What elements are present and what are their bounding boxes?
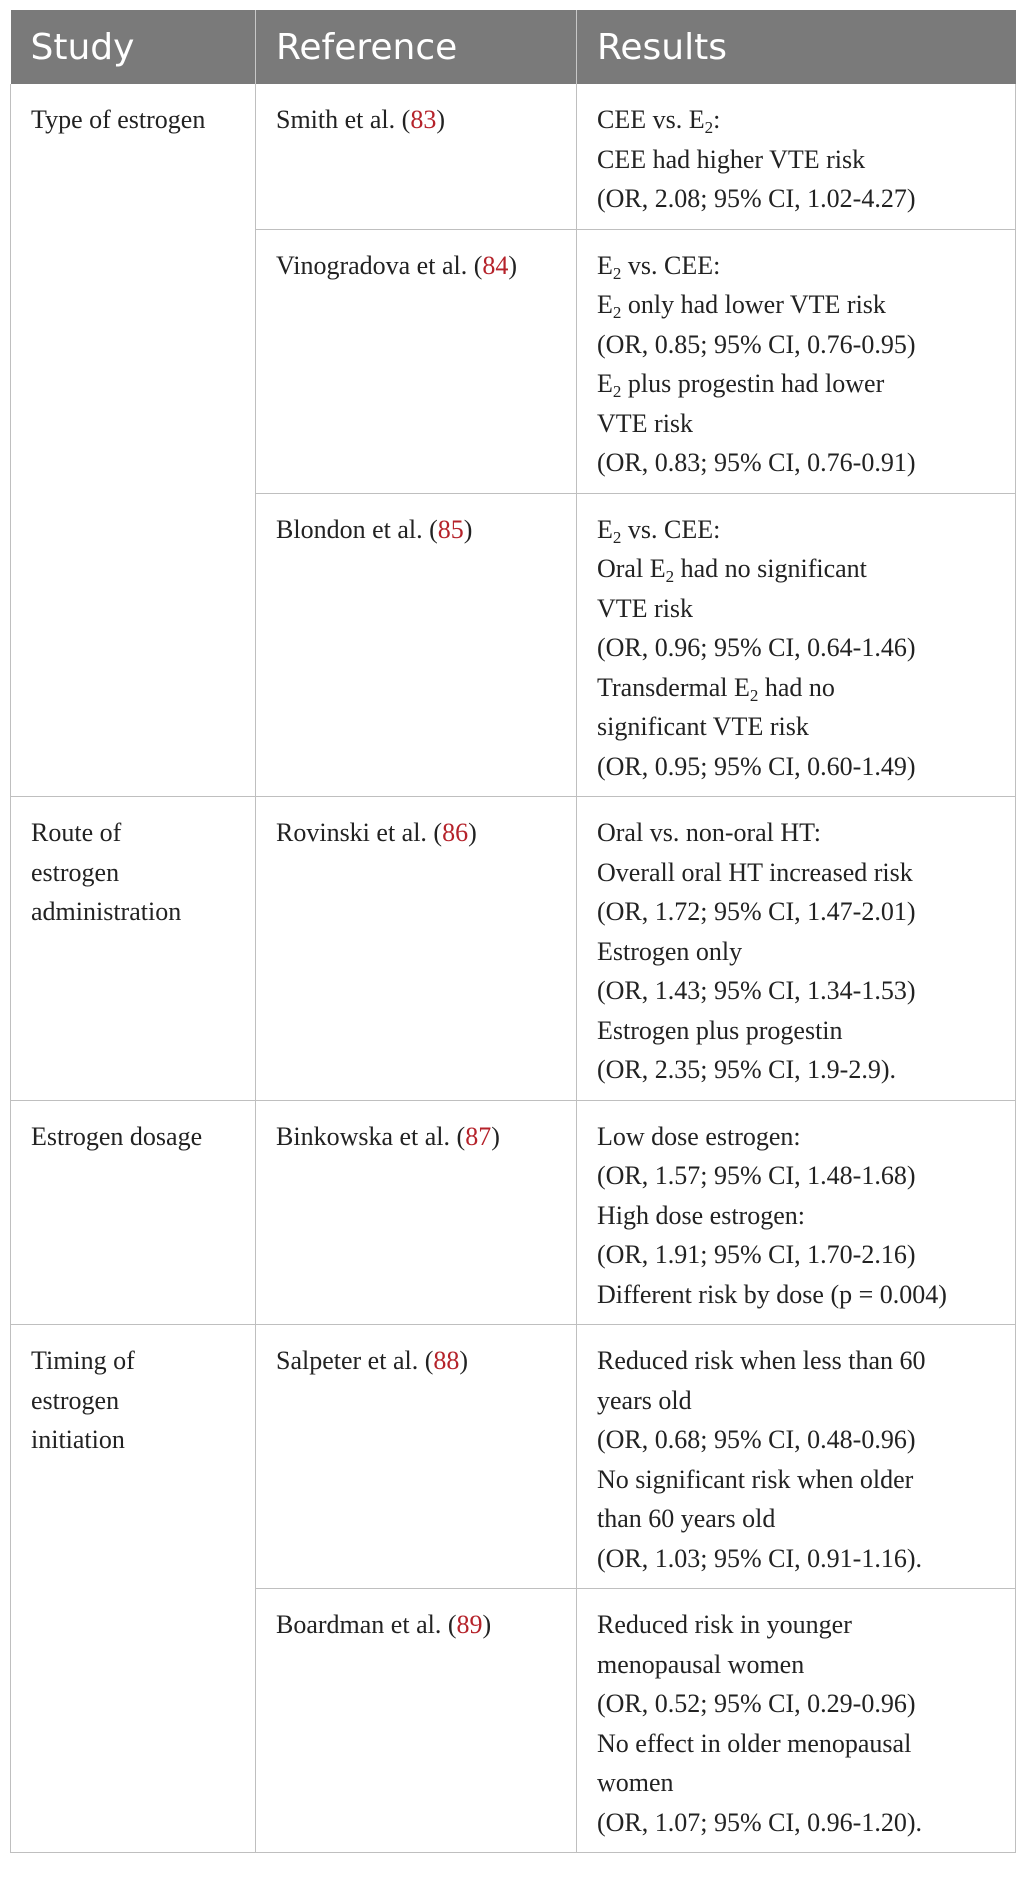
- results-cell: [577, 1100, 1016, 1325]
- reference-cell: Blondon et al. (85): [256, 493, 577, 797]
- result-line: No significant risk when older: [597, 1464, 914, 1494]
- header-study: Study: [11, 10, 256, 84]
- result-line: women: [597, 1768, 674, 1797]
- result-line: Different risk by dose (p = 0.004): [597, 1279, 947, 1309]
- result-line: $E_2$ vs. CEE:: [597, 514, 721, 547]
- results-cell: [577, 1589, 1016, 1853]
- reference-cell: Binkowska et al. (87): [256, 1100, 577, 1325]
- result-line: High dose estrogen:: [597, 1200, 805, 1230]
- result-line: significant VTE risk: [597, 712, 809, 741]
- result-line: than 60 years old: [597, 1504, 776, 1533]
- result-line: VTE risk: [597, 408, 694, 438]
- result-line: Oral vs. non-oral HT:: [597, 818, 821, 847]
- reference-link[interactable]: 89: [456, 1610, 483, 1639]
- result-line: Oral $E_2$ had no significant: [597, 554, 867, 586]
- result-line: years old: [597, 1385, 692, 1415]
- results-cell: [577, 1325, 1016, 1589]
- reference-author: Rovinski et al. (: [276, 818, 443, 847]
- result-line: Reduced risk when less than 60: [597, 1346, 926, 1375]
- result-line: CEE had higher VTE risk: [597, 144, 866, 174]
- result-line: VTE risk: [597, 593, 694, 623]
- reference-author: Salpeter et al. (: [276, 1346, 434, 1375]
- results-cell: [577, 84, 1016, 229]
- table-body: [11, 84, 1016, 1853]
- result-line: (OR, 0.85; 95% CI, 0.76-0.95): [597, 329, 916, 359]
- result-line: $E_2$ only had lower VTE risk: [597, 290, 886, 322]
- result-line: (OR, 0.83; 95% CI, 0.76-0.91): [597, 448, 916, 477]
- result-line: (OR, 1.43; 95% CI, 1.34-1.53): [597, 976, 916, 1005]
- table-header-row: [11, 10, 1016, 84]
- result-line: (OR, 0.96; 95% CI, 0.64-1.46): [597, 633, 916, 662]
- reference-cell: Boardman et al. (89): [256, 1589, 577, 1853]
- reference-author: Blondon et al. (: [276, 514, 438, 544]
- result-line: CEE vs. $E_2$:: [597, 105, 721, 137]
- header-results: Results: [577, 10, 1016, 84]
- study-table-container: [10, 10, 1015, 1853]
- result-line: (OR, 0.52; 95% CI, 0.29-0.96): [597, 1689, 916, 1718]
- result-line: Low dose estrogen:: [597, 1121, 801, 1151]
- result-line: (OR, 2.08; 95% CI, 1.02-4.27): [597, 184, 916, 213]
- result-line: (OR, 1.72; 95% CI, 1.47-2.01): [597, 897, 916, 926]
- study-cell: [11, 1325, 256, 1853]
- reference-cell: Vinogradova et al. (84): [256, 229, 577, 493]
- study-label: estrogen: [31, 1385, 120, 1415]
- result-line: (OR, 1.03; 95% CI, 0.91-1.16).: [597, 1543, 922, 1573]
- study-label: Timing of: [31, 1346, 135, 1375]
- reference-link[interactable]: 88: [433, 1346, 460, 1375]
- result-line: (OR, 1.91; 95% CI, 1.70-2.16): [597, 1240, 916, 1269]
- results-cell: [577, 797, 1016, 1101]
- result-line: (OR, 1.57; 95% CI, 1.48-1.68): [597, 1161, 916, 1190]
- table-row: [11, 1100, 1016, 1325]
- result-line: Overall oral HT increased risk: [597, 857, 913, 887]
- table-row: [11, 1325, 1016, 1589]
- reference-link[interactable]: 87: [465, 1121, 492, 1151]
- table-row: [11, 797, 1016, 1101]
- result-line: menopausal women: [597, 1649, 805, 1679]
- reference-link[interactable]: 83: [410, 105, 437, 134]
- study-cell: [11, 84, 256, 797]
- reference-author: Smith et al. (: [276, 105, 411, 134]
- result-line: Estrogen plus progestin: [597, 1015, 843, 1045]
- study-cell: [11, 1100, 256, 1325]
- study-label: Type of estrogen: [31, 105, 206, 134]
- study-label: Estrogen dosage: [31, 1121, 203, 1151]
- result-line: $E_2$ plus progestin had lower: [597, 369, 885, 401]
- result-line: (OR, 0.68; 95% CI, 0.48-0.96): [597, 1425, 916, 1454]
- reference-author: Boardman et al. (: [276, 1610, 457, 1639]
- result-line: Estrogen only: [597, 936, 743, 966]
- reference-link[interactable]: 85: [437, 514, 464, 544]
- result-line: (OR, 2.35; 95% CI, 1.9-2.9).: [597, 1055, 896, 1084]
- study-label: estrogen: [31, 857, 120, 887]
- table-row: [11, 84, 1016, 229]
- reference-cell: Rovinski et al. (86): [256, 797, 577, 1101]
- result-line: (OR, 1.07; 95% CI, 0.96-1.20).: [597, 1807, 922, 1837]
- study-cell: [11, 797, 256, 1101]
- study-table: [10, 10, 1016, 1853]
- result-line: No effect in older menopausal: [597, 1728, 912, 1758]
- reference-cell: Smith et al. (83): [256, 84, 577, 229]
- result-line: (OR, 0.95; 95% CI, 0.60-1.49): [597, 751, 916, 781]
- result-line: Reduced risk in younger: [597, 1610, 852, 1639]
- study-label: administration: [31, 897, 182, 926]
- results-cell: [577, 493, 1016, 797]
- result-line: Transdermal $E_2$ had no: [597, 672, 835, 705]
- reference-link[interactable]: 86: [442, 818, 469, 847]
- reference-author: Binkowska et al. (: [276, 1121, 466, 1151]
- results-cell: [577, 229, 1016, 493]
- reference-cell: Salpeter et al. (88): [256, 1325, 577, 1589]
- header-reference: Reference: [256, 10, 577, 84]
- reference-author: Vinogradova et al. (: [276, 250, 483, 280]
- study-label: Route of: [31, 818, 122, 847]
- study-label: initiation: [31, 1425, 125, 1454]
- result-line: $E_2$ vs. CEE:: [597, 250, 721, 283]
- reference-link[interactable]: 84: [482, 250, 509, 280]
